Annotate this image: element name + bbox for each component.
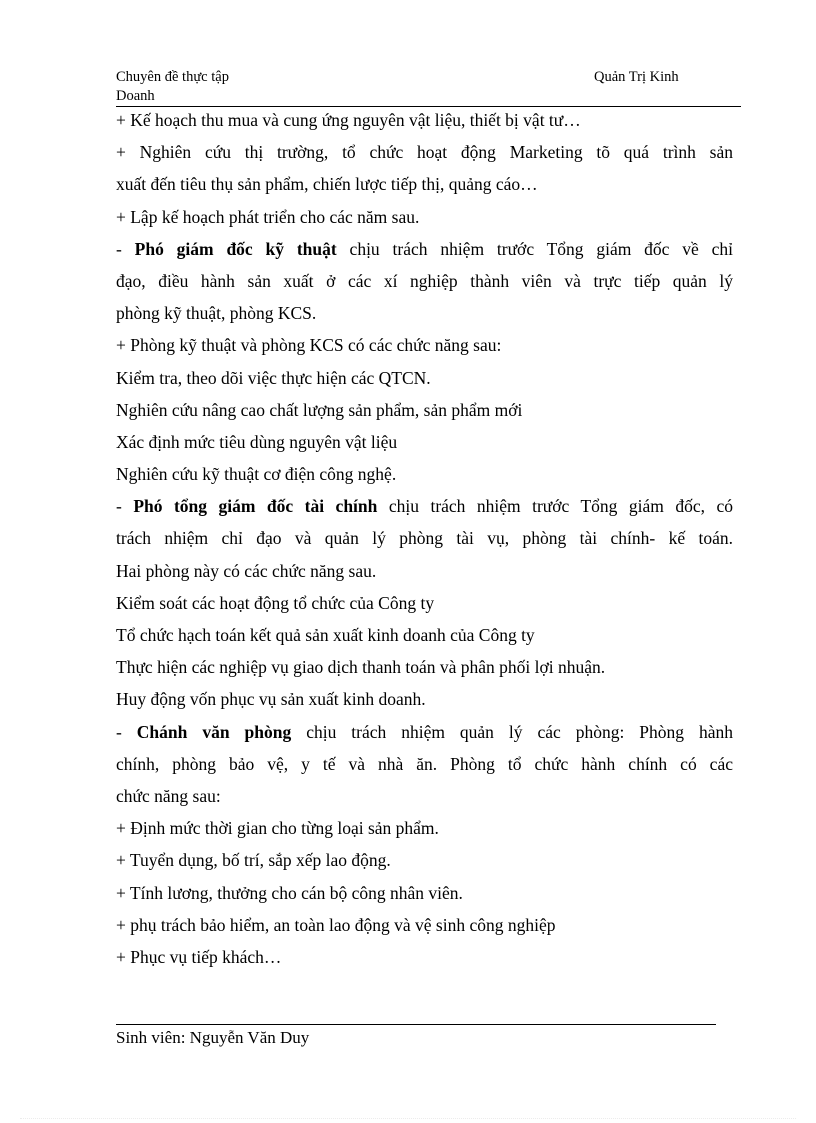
text-line: chức năng sau: bbox=[116, 785, 221, 806]
text-line: Kiểm soát các hoạt động tổ chức của Công ty bbox=[116, 592, 435, 613]
text-line: Nghiên cứu nâng cao chất lượng sản phẩm, sản phẩm mới bbox=[116, 399, 523, 420]
text-line: chính, phòng bảo vệ, y tế và nhà ăn. Phòng tổ chức hành chính có các bbox=[116, 753, 733, 774]
text-line: xuất đến tiêu thụ sản phẩm, chiến lược tiếp thị, quảng cáo… bbox=[116, 174, 538, 195]
text-line: Tổ chức hạch toán kết quả sản xuất kinh doanh của Công ty bbox=[116, 625, 535, 645]
text-line: + Kế hoạch thu mua và cung ứng nguyên vật liệu, thiết bị vật tư… bbox=[116, 110, 581, 130]
text-line: Hai phòng này có các chức năng sau. bbox=[116, 560, 377, 581]
text-line: + Tuyển dụng, bố trí, sắp xếp lao động. bbox=[116, 850, 391, 871]
footer-author: Sinh viên: Nguyễn Văn Duy bbox=[116, 1028, 310, 1047]
header-left bbox=[116, 68, 366, 106]
text-line bbox=[116, 716, 733, 748]
bold-heading: Chánh văn phòng bbox=[136, 721, 292, 742]
line-prefix: - bbox=[116, 238, 135, 259]
line-text: chịu trách nhiệm quản lý các phòng: Phòng hành bbox=[291, 721, 733, 742]
header-left-line2: Doanh bbox=[116, 88, 155, 104]
text-line: đạo, điều hành sản xuất ở các xí nghiệp thành viên và trực tiếp quản lý bbox=[116, 270, 733, 291]
text-line: + Nghiên cứu thị trường, tổ chức hoạt động Marketing tõ quá trình sản bbox=[116, 142, 733, 163]
text-line: Xác định mức tiêu dùng nguyên vật liệu bbox=[116, 431, 398, 452]
line-prefix: - bbox=[116, 496, 134, 517]
footer-rule bbox=[116, 1024, 716, 1025]
page-header bbox=[116, 68, 741, 107]
page-bottom-border bbox=[20, 1118, 796, 1119]
text-line: Kiểm tra, theo dõi việc thực hiện các QTCN. bbox=[116, 367, 431, 388]
line-text: chịu trách nhiệm trước Tổng giám đốc về chỉ bbox=[336, 238, 734, 259]
text-line: phòng kỹ thuật, phòng KCS. bbox=[116, 303, 317, 324]
text-line: Huy động vốn phục vụ sản xuất kinh doanh. bbox=[116, 689, 426, 710]
header-right: Quản Trị Kinh bbox=[594, 69, 679, 85]
text-line: + Tính lương, thưởng cho cán bộ công nhân viên. bbox=[116, 882, 463, 903]
bold-heading: Phó tổng giám đốc tài chính bbox=[133, 496, 378, 517]
header-left-line1: Chuyên đề thực tập bbox=[116, 69, 229, 85]
text-line: + Phòng kỹ thuật và phòng KCS có các chức năng sau: bbox=[116, 335, 502, 356]
document-body bbox=[116, 104, 733, 973]
text-line: + Phục vụ tiếp khách… bbox=[116, 946, 282, 967]
line-prefix: - bbox=[116, 721, 137, 742]
text-line: + Lập kế hoạch phát triển cho các năm sau. bbox=[116, 206, 420, 227]
text-line bbox=[116, 490, 733, 522]
text-line: Nghiên cứu kỹ thuật cơ điện công nghệ. bbox=[116, 464, 397, 485]
text-line: trách nhiệm chỉ đạo và quản lý phòng tài vụ, phòng tài chính- kế toán. bbox=[116, 528, 733, 549]
text-line: Thực hiện các nghiệp vụ giao dịch thanh toán và phân phối lợi nhuận. bbox=[116, 657, 606, 678]
bold-heading: Phó giám đốc kỹ thuật bbox=[134, 238, 337, 259]
line-text: chịu trách nhiệm trước Tổng giám đốc, có bbox=[377, 496, 733, 517]
text-line: + phụ trách bảo hiểm, an toàn lao động và vệ sinh công nghiệp bbox=[116, 914, 556, 935]
text-line bbox=[116, 233, 733, 265]
text-line: + Định mức thời gian cho từng loại sản phẩm. bbox=[116, 818, 439, 839]
